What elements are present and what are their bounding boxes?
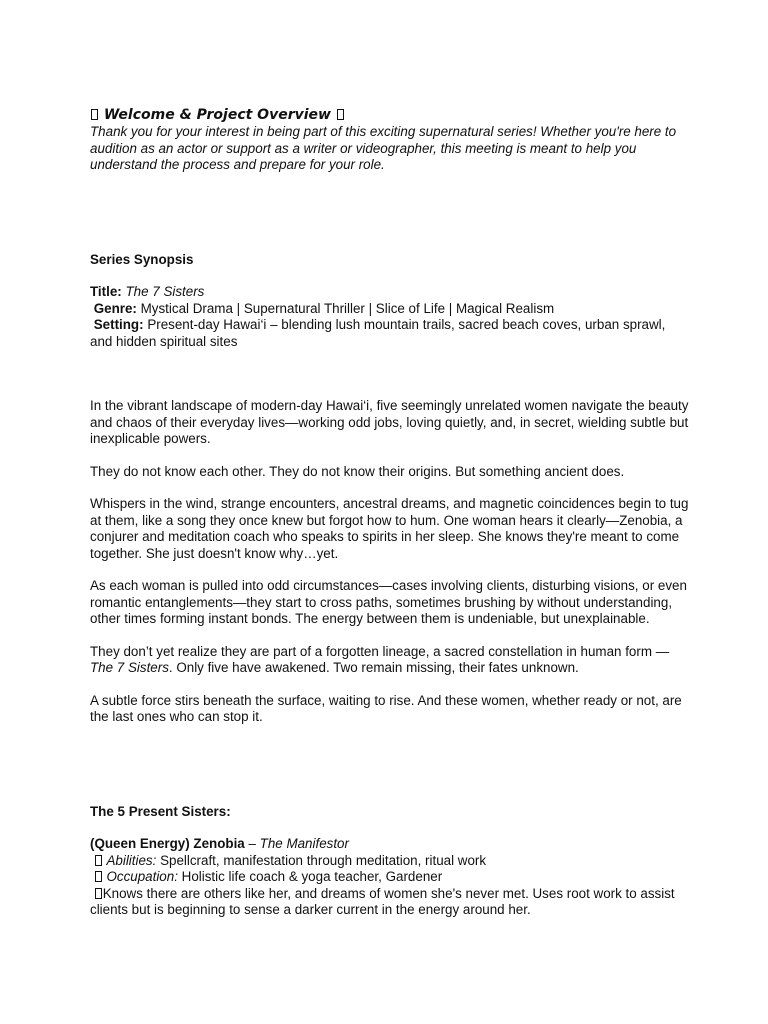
document-content <box>90 106 690 919</box>
sister-name: (Queen Energy) Zenobia <box>90 836 245 851</box>
welcome-heading <box>90 106 690 124</box>
lineage-series-title: The 7 Sisters <box>90 660 169 675</box>
setting-value: Present-day Hawai‘i – blending lush mountain trails, sacred beach coves, urban sprawl, and hidden spiritual sites <box>90 317 666 349</box>
synopsis-paragraph: As each woman is pulled into odd circumstances—cases involving clients, disturbing visions, or even romantic entanglements—they start to cross paths, sometimes brushing by without understanding, other times forming instant bonds. The energy between them is undeniable, but unexplainable. <box>90 578 687 626</box>
synopsis-heading: Series Synopsis <box>90 251 194 267</box>
genre-value: Mystical Drama | Supernatural Thriller | Slice of Life | Magical Realism <box>140 300 555 316</box>
closing-paragraph: A subtle force stirs beneath the surface, waiting to rise. And these women, whether ready or not, are the last ones who can stop it. <box>90 692 682 724</box>
abilities-label: Abilities: <box>106 852 157 868</box>
missing-glyph-icon <box>91 109 98 120</box>
abilities-value: Spellcraft, manifestation through meditation, ritual work <box>156 852 487 868</box>
lineage-paragraph <box>90 644 690 677</box>
missing-glyph-icon <box>95 888 102 899</box>
welcome-intro: Thank you for your interest in being part of this exciting supernatural series! Whether you're here to audition as an actor or support as a writer or videographer, this meeting is meant to help you understand the process and prepare for your role. <box>90 124 677 172</box>
synopsis-paragraph: In the vibrant landscape of modern-day Hawai‘i, five seemingly unrelated women navigate the beauty and chaos of their everyday lives—working odd jobs, loving quietly, and, in secret, wielding subtle but inexplicable powers. <box>90 398 689 446</box>
sister-heading <box>90 836 690 853</box>
lineage-text: They don’t yet realize they are part of a forgotten lineage, a sacred constellation in human form — <box>90 643 670 659</box>
welcome-title-text: Welcome & Project Overview <box>103 107 331 123</box>
occupation-value: Holistic life coach & yoga teacher, Gardener <box>177 869 443 884</box>
missing-glyph-icon <box>337 109 344 120</box>
sister-abilities <box>90 853 690 870</box>
sister-note <box>90 886 690 919</box>
setting-line <box>90 317 690 350</box>
missing-glyph-icon <box>95 855 102 866</box>
genre-label: Genre: <box>93 300 137 316</box>
title-line <box>90 284 690 301</box>
missing-glyph-icon <box>95 871 102 882</box>
sister-role: The Manifestor <box>259 836 349 851</box>
title-value: The 7 Sisters <box>125 284 205 299</box>
note-text: Knows there are others like her, and dreams of women she's never met. Uses root work to assist clients but is beginning to sense a darker current in the energy around her. <box>90 885 675 917</box>
synopsis-paragraph: Whispers in the wind, strange encounters, ancestral dreams, and magnetic coincidences begin to tug at them, like a song they once knew but forgot how to hum. One woman hears it clearly—Zenobia, a conjurer and meditation coach who speaks to spirits in her sleep. She knows they're meant to come together. She just doesn't know why…yet. <box>90 496 689 561</box>
occupation-label: Occupation: <box>106 869 178 884</box>
title-label: Title: <box>90 284 122 299</box>
sister-entry <box>90 836 690 919</box>
synopsis-paragraph: They do not know each other. They do not know their origins. But something ancient does. <box>90 463 625 479</box>
setting-label: Setting: <box>93 317 144 332</box>
lineage-text-end: . Only five have awakened. Two remain missing, their fates unknown. <box>168 660 579 675</box>
sister-dash: – <box>244 836 260 851</box>
genre-line <box>90 301 690 318</box>
sisters-heading: The 5 Present Sisters: <box>90 803 231 819</box>
sister-occupation <box>90 869 690 886</box>
